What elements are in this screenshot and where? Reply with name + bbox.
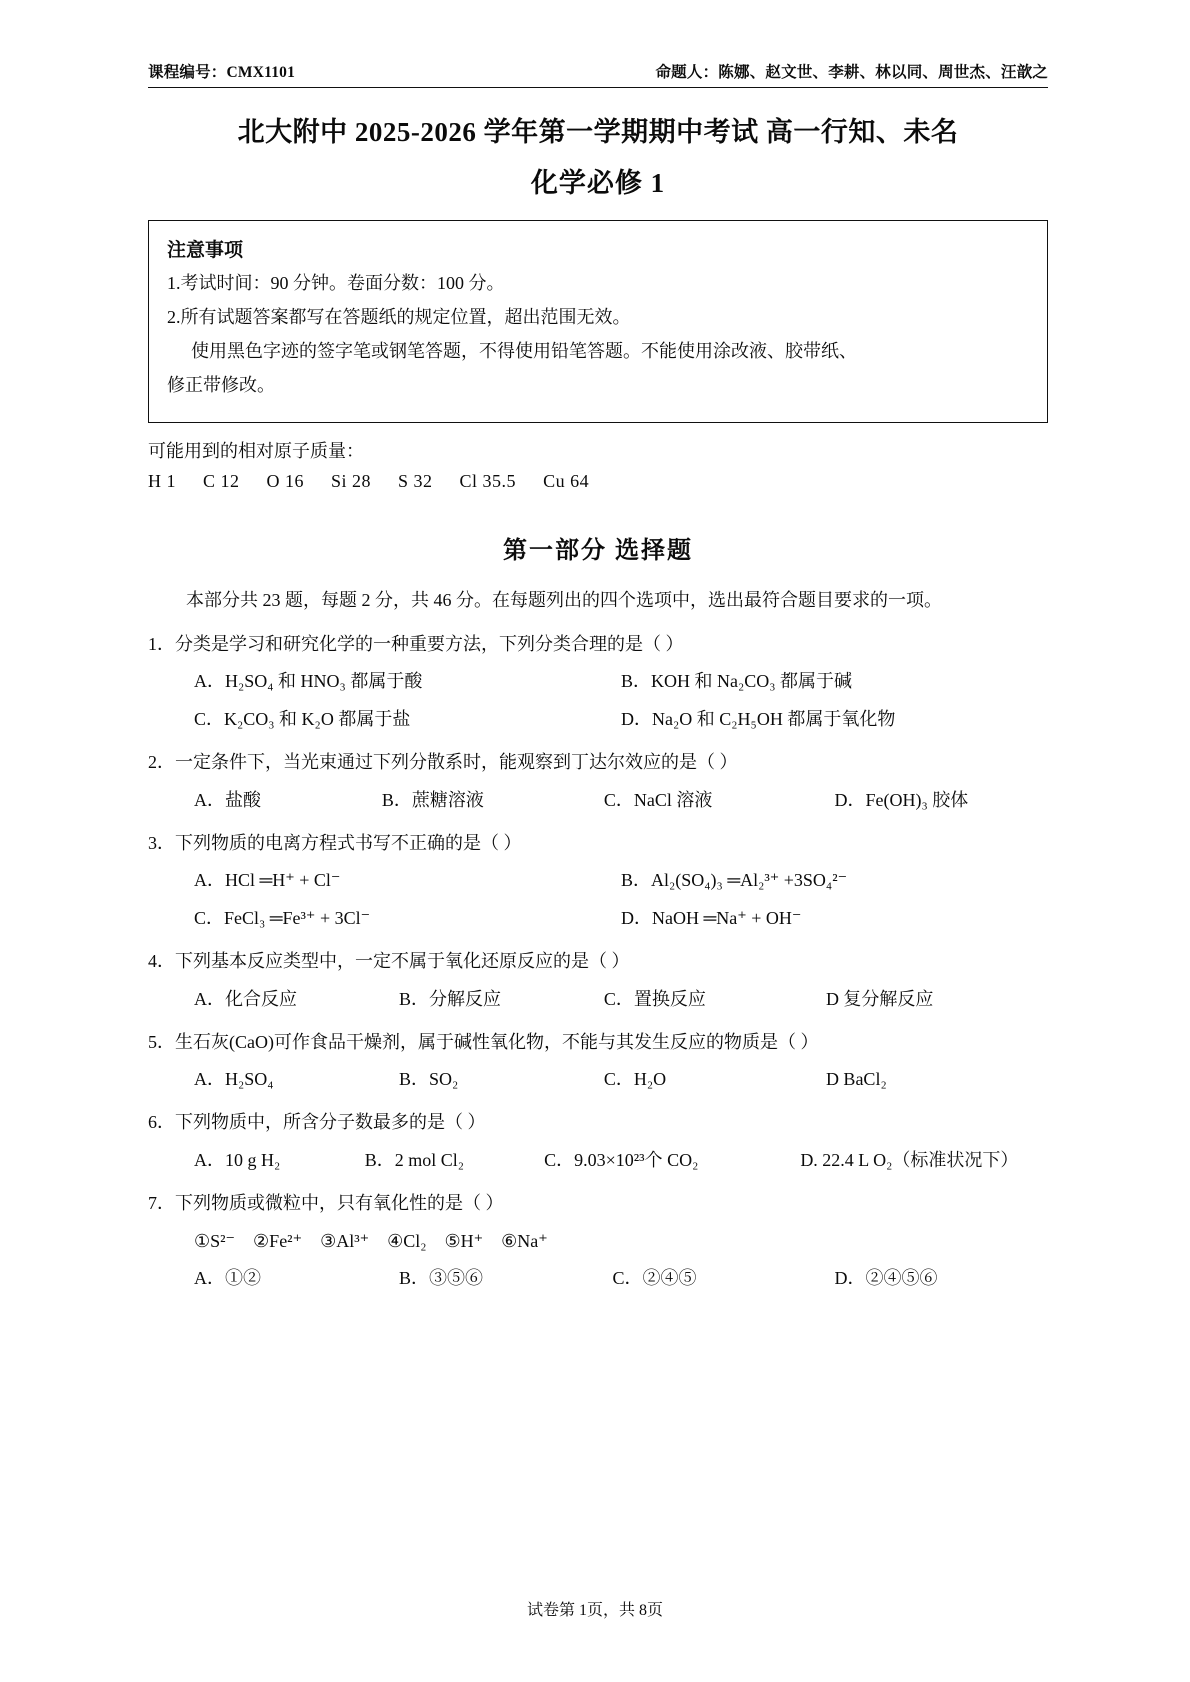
page-footer: 试卷第 1页，共 8页 (526, 1602, 663, 1619)
exam-title-line2: 化学必修 1 (530, 168, 666, 198)
question-5-options-row-1 (148, 1065, 1048, 1094)
notice-box (148, 220, 1048, 423)
atomic-mass-h: H 1 (148, 471, 176, 491)
atomic-mass-o: O 16 (266, 471, 305, 491)
course-code-label: 课程编号： (148, 64, 227, 81)
atomic-mass-s: S 32 (398, 471, 433, 491)
question-5-option-a[interactable]: A．H₂SO₄ (194, 1069, 274, 1090)
authors-label: 命题人： (655, 64, 719, 81)
question-5 (148, 1028, 1048, 1095)
question-3-option-c[interactable]: C．FeCl₃ ═Fe³⁺ + 3Cl⁻ (194, 908, 371, 929)
question-4-stem: 4．下列基本反应类型中，一定不属于氧化还原反应的是（ ） (148, 950, 630, 971)
question-2-option-a[interactable]: A．盐酸 (194, 789, 261, 810)
atomic-mass-label: 可能用到的相对原子质量： (148, 441, 364, 461)
question-5-stem: 5．生石灰(CaO)可作食品干燥剂，属于碱性氧化物，不能与其发生反应的物质是（ ） (148, 1031, 819, 1052)
notice-item-2: 2.所有试题答案都写在答题纸的规定位置，超出范围无效。 (167, 307, 631, 327)
question-1-option-d[interactable]: D．Na₂O 和 C₂H₅OH 都属于氧化物 (621, 709, 896, 730)
question-2-option-b[interactable]: B．蔗糖溶液 (381, 789, 484, 810)
question-7-option-c[interactable]: C．②④⑤ (612, 1268, 697, 1289)
question-6-options-row-1 (148, 1146, 1048, 1175)
question-1-option-c[interactable]: C．K₂CO₃ 和 K₂O 都属于盐 (194, 709, 411, 730)
notice-item-3: 使用黑色字迹的签字笔或钢笔答题，不得使用铅笔答题。不能使用涂改液、胶带纸、 (191, 341, 857, 361)
question-7-particle-list (148, 1227, 1048, 1256)
page-content (148, 60, 1048, 1293)
question-7-option-a[interactable]: A．①② (194, 1268, 261, 1289)
notice-item-4: 修正带修改。 (167, 375, 275, 395)
authors (655, 60, 1048, 82)
question-3-options-row-2 (148, 904, 1048, 933)
atomic-mass-cu: Cu 64 (543, 471, 590, 491)
question-4-option-b[interactable]: B．分解反应 (398, 988, 501, 1009)
notice-item-1: 1.考试时间：90 分钟。卷面分数：100 分。 (167, 273, 505, 293)
question-3-option-b[interactable]: B．Al₂(SO₄)₃ ═Al₂³⁺ +3SO₄²⁻ (621, 870, 848, 891)
question-3-options-row-1 (148, 866, 1048, 895)
atomic-mass-values (148, 471, 1048, 492)
question-7-option-d[interactable]: D．②④⑤⑥ (834, 1268, 938, 1289)
question-6-option-a[interactable]: A．10 g H₂ (194, 1149, 281, 1170)
question-5-option-b[interactable]: B．SO₂ (398, 1069, 459, 1090)
question-1-options-row-2 (148, 705, 1048, 734)
part-title: 第一部分 选择题 (503, 538, 693, 564)
question-5-option-d[interactable]: D BaCl₂ (825, 1069, 887, 1090)
question-6 (148, 1108, 1048, 1175)
question-6-stem: 6．下列物质中，所含分子数最多的是（ ） (148, 1112, 486, 1133)
question-4 (148, 947, 1048, 1014)
question-3-stem: 3．下列物质的电离方程式书写不正确的是（ ） (148, 832, 522, 853)
question-4-option-a[interactable]: A．化合反应 (194, 988, 297, 1009)
question-1-options-row-1 (148, 667, 1048, 696)
question-6-option-d[interactable]: D. 22.4 L O₂（标准状况下） (800, 1149, 1019, 1170)
question-2-option-c[interactable]: C．NaCl 溶液 (603, 789, 713, 810)
question-1-stem: 1．分类是学习和研究化学的一种重要方法，下列分类合理的是（ ） (148, 633, 684, 654)
question-5-option-c[interactable]: C．H₂O (603, 1069, 667, 1090)
question-2-stem: 2．一定条件下，当光束通过下列分散系时，能观察到丁达尔效应的是（ ） (148, 751, 738, 772)
course-code-value: CMX1101 (226, 64, 296, 81)
question-1-option-b[interactable]: B．KOH 和 Na₂CO₃ 都属于碱 (621, 671, 853, 692)
question-2-options-row-1 (148, 786, 1048, 815)
question-3 (148, 829, 1048, 933)
part-description: 本部分共 23 题，每题 2 分，共 46 分。在每题列出的四个选项中，选出最符合题目要求的一项。 (186, 590, 942, 610)
question-1-option-a[interactable]: A．H₂SO₄ 和 HNO₃ 都属于酸 (194, 671, 423, 692)
question-4-option-d[interactable]: D 复分解反应 (825, 988, 934, 1009)
atomic-mass-c: C 12 (203, 471, 240, 491)
atomic-mass-si: Si 28 (331, 471, 372, 491)
exam-title-line1: 北大附中 2025-2026 学年第一学期期中考试 高一行知、未名 (237, 117, 959, 147)
question-2 (148, 748, 1048, 815)
question-7-option-b[interactable]: B．③⑤⑥ (398, 1268, 483, 1289)
authors-value: 陈娜、赵文世、李耕、林以同、周世杰、汪歆之 (718, 64, 1048, 81)
question-2-option-d[interactable]: D．Fe(OH)₃ 胶体 (834, 789, 969, 810)
course-code (148, 60, 295, 82)
question-3-option-d[interactable]: D．NaOH ═Na⁺ + OH⁻ (621, 908, 802, 929)
page-header (148, 60, 1048, 88)
question-3-option-a[interactable]: A．HCl ═H⁺ + Cl⁻ (194, 870, 341, 891)
question-6-option-b[interactable]: B．2 mol Cl₂ (364, 1149, 465, 1170)
question-1 (148, 630, 1048, 734)
atomic-mass-cl: Cl 35.5 (459, 471, 517, 491)
question-7-particles: ①S²⁻ ②Fe²⁺ ③Al³⁺ ④Cl₂ ⑤H⁺ ⑥Na⁺ (194, 1230, 548, 1251)
question-7-stem: 7．下列物质或微粒中，只有氧化性的是（ ） (148, 1192, 504, 1213)
question-6-option-c[interactable]: C．9.03×10²³个 CO₂ (544, 1149, 699, 1170)
question-4-options-row-1 (148, 985, 1048, 1014)
question-4-option-c[interactable]: C．置换反应 (603, 988, 706, 1009)
notice-heading: 注意事项 (167, 240, 244, 261)
question-7 (148, 1189, 1048, 1293)
question-7-options-row-1 (148, 1264, 1048, 1293)
